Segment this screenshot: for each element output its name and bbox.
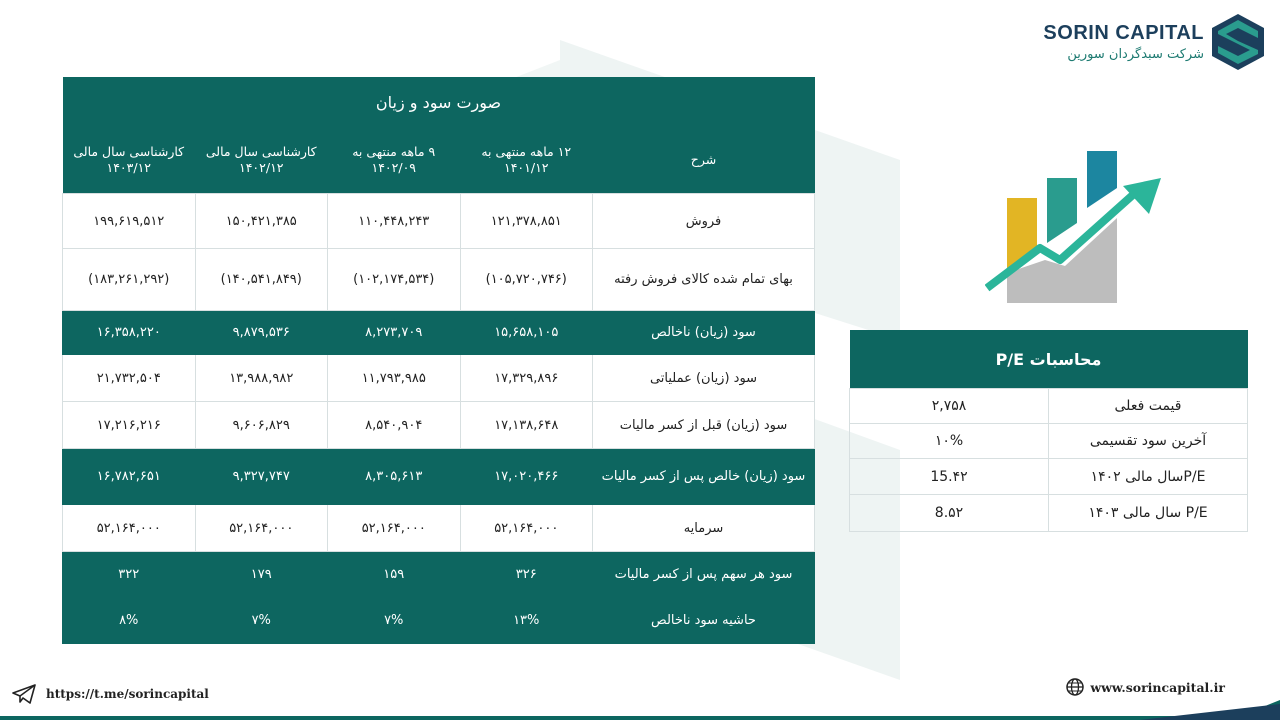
growth-chart-icon	[985, 148, 1165, 308]
row-label: بهای تمام شده کالای فروش رفته	[593, 249, 815, 311]
table-row	[63, 249, 815, 311]
table-row	[850, 424, 1248, 459]
table-row	[63, 402, 815, 449]
table-row	[63, 598, 815, 644]
cell-value: ۱۵۰,۴۲۱,۳۸۵	[195, 194, 328, 249]
pe-row-label: آخرین سود تقسیمی	[1049, 424, 1248, 459]
table-row	[850, 495, 1248, 532]
pe-row-value: ۲,۷۵۸	[850, 389, 1049, 424]
cell-value: ۱۱۰,۴۴۸,۲۴۳	[328, 194, 461, 249]
table-row	[63, 552, 815, 598]
cell-value: ۱۵۹	[328, 552, 461, 598]
pe-table-title: محاسبات P/E	[850, 330, 1248, 389]
cell-value: ۹,۸۷۹,۵۳۶	[195, 311, 328, 355]
cell-value-negative: (۱۴۰,۵۴۱,۸۴۹)	[195, 249, 328, 311]
row-label: سود (زیان) ناخالص	[593, 311, 815, 355]
column-header-label: شرح	[593, 127, 815, 194]
row-label: فروش	[593, 194, 815, 249]
pe-row-label: P/Eسال مالی ۱۴۰۲	[1049, 459, 1248, 495]
cell-value: ۱۷,۳۲۹,۸۹۶	[460, 355, 593, 402]
income-statement-table	[62, 77, 815, 644]
cell-value: ۹,۶۰۶,۸۲۹	[195, 402, 328, 449]
column-header-1401: ۱۲ ماهه منتهی به ۱۴۰۱/۱۲	[460, 127, 593, 194]
cell-value: ۱۷,۱۳۸,۶۴۸	[460, 402, 593, 449]
pe-row-label: P/E سال مالی ۱۴۰۳	[1049, 495, 1248, 532]
website-url[interactable]: www.sorincapital.ir	[1090, 679, 1225, 695]
cell-value: ۸%	[63, 598, 196, 644]
cell-value: ۵۲,۱۶۴,۰۰۰	[195, 505, 328, 552]
income-statement-title: صورت سود و زیان	[63, 77, 815, 127]
row-label: سود (زیان) قبل از کسر مالیات	[593, 402, 815, 449]
table-row	[850, 459, 1248, 495]
cell-value: ۲۱,۷۳۲,۵۰۴	[63, 355, 196, 402]
row-label: سود (زیان) عملیاتی	[593, 355, 815, 402]
row-label: سود هر سهم پس از کسر مالیات	[593, 552, 815, 598]
cell-value: ۱۱,۷۹۳,۹۸۵	[328, 355, 461, 402]
cell-value: ۸,۲۷۳,۷۰۹	[328, 311, 461, 355]
cell-value: ۵۲,۱۶۴,۰۰۰	[328, 505, 461, 552]
cell-value: ۹,۳۲۷,۷۴۷	[195, 449, 328, 505]
table-row	[63, 449, 815, 505]
cell-value: ۱۶,۷۸۲,۶۵۱	[63, 449, 196, 505]
pe-row-value: 8.۵۲	[850, 495, 1049, 532]
cell-value: ۵۲,۱۶۴,۰۰۰	[460, 505, 593, 552]
cell-value: ۱۹۹,۶۱۹,۵۱۲	[63, 194, 196, 249]
table-row	[63, 355, 815, 402]
cell-value-negative: (۱۰۲,۱۷۴,۵۳۴)	[328, 249, 461, 311]
cell-value: ۱۲۱,۳۷۸,۸۵۱	[460, 194, 593, 249]
cell-value: ۱۳%	[460, 598, 593, 644]
cell-value: ۱۳,۹۸۸,۹۸۲	[195, 355, 328, 402]
pe-row-value: ۱۰%	[850, 424, 1049, 459]
cell-value: ۱۷۹	[195, 552, 328, 598]
cell-value: ۷%	[195, 598, 328, 644]
column-header-est-1403: کارشناسی سال مالی ۱۴۰۳/۱۲	[63, 127, 196, 194]
website-link[interactable]	[1066, 678, 1225, 696]
cell-value: ۳۲۶	[460, 552, 593, 598]
cell-value: ۸,۳۰۵,۶۱۳	[328, 449, 461, 505]
pe-calculation-table	[849, 330, 1248, 532]
brand-subtitle: شرکت سبدگردان سورین	[1067, 47, 1204, 62]
cell-value: ۷%	[328, 598, 461, 644]
brand-name: SORIN CAPITAL	[1043, 22, 1204, 44]
cell-value: ۳۲۲	[63, 552, 196, 598]
table-header-row	[63, 127, 815, 194]
globe-icon	[1066, 678, 1084, 696]
pe-row-label: قیمت فعلی	[1049, 389, 1248, 424]
row-label: حاشیه سود ناخالص	[593, 598, 815, 644]
cell-value: ۱۶,۳۵۸,۲۲۰	[63, 311, 196, 355]
table-row	[850, 389, 1248, 424]
cell-value: ۸,۵۴۰,۹۰۴	[328, 402, 461, 449]
brand-logo	[1043, 14, 1264, 70]
row-label: سرمایه	[593, 505, 815, 552]
table-row	[63, 311, 815, 355]
footer-bar	[0, 700, 1280, 720]
table-row	[63, 194, 815, 249]
cell-value: ۱۵,۶۵۸,۱۰۵	[460, 311, 593, 355]
cell-value-negative: (۱۸۳,۲۶۱,۲۹۲)	[63, 249, 196, 311]
cell-value-negative: (۱۰۵,۷۲۰,۷۴۶)	[460, 249, 593, 311]
cell-value: ۵۲,۱۶۴,۰۰۰	[63, 505, 196, 552]
column-header-9m-1402: ۹ ماهه منتهی به ۱۴۰۲/۰۹	[328, 127, 461, 194]
row-label: سود (زیان) خالص پس از کسر مالیات	[593, 449, 815, 505]
pe-row-value: 15.۴۲	[850, 459, 1049, 495]
cell-value: ۱۷,۰۲۰,۴۶۶	[460, 449, 593, 505]
telegram-url[interactable]: https://t.me/sorincapital	[46, 687, 209, 701]
table-row	[63, 505, 815, 552]
cell-value: ۱۷,۲۱۶,۲۱۶	[63, 402, 196, 449]
sorin-logo-icon	[1212, 14, 1264, 70]
column-header-est-1402: کارشناسی سال مالی ۱۴۰۲/۱۲	[195, 127, 328, 194]
